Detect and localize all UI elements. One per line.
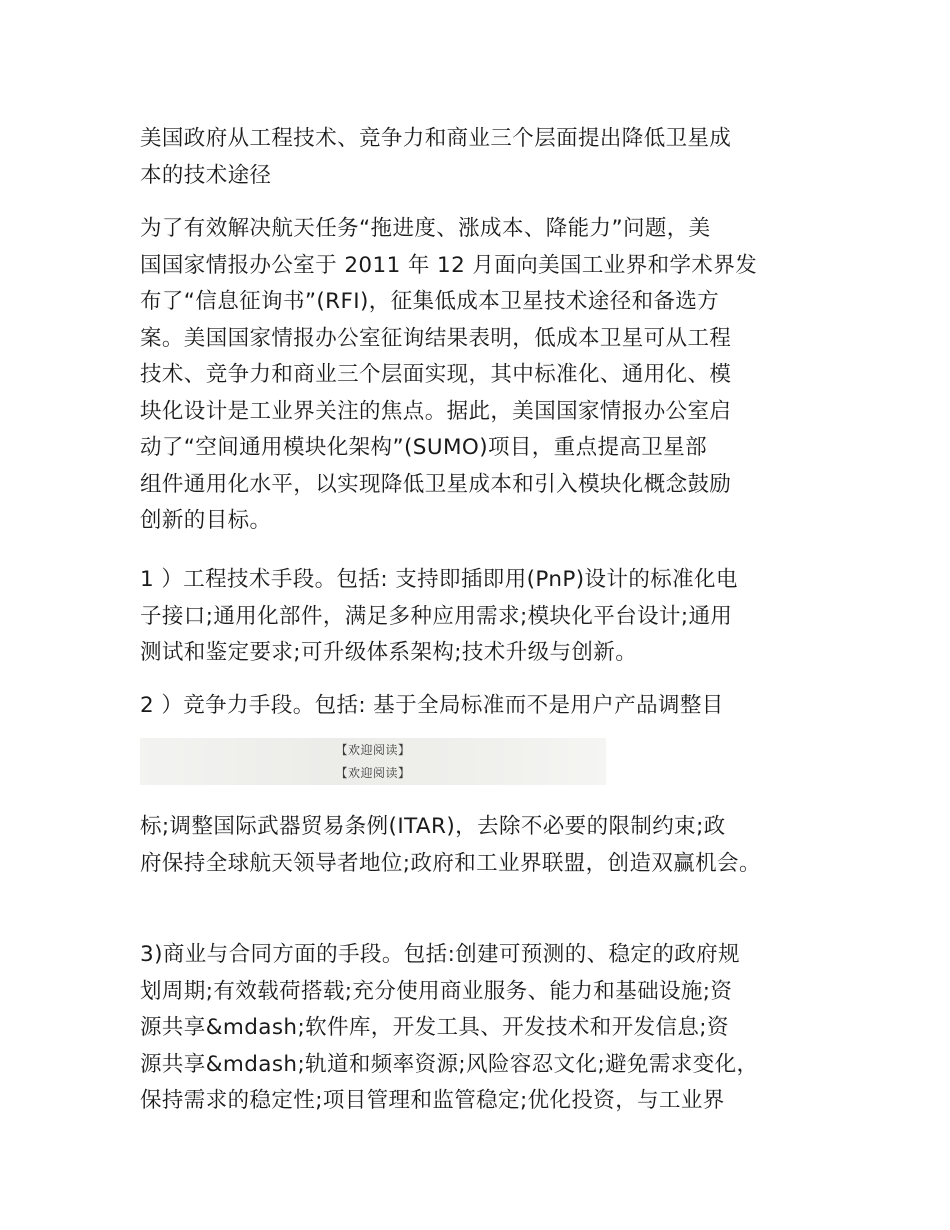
text-line: 府保持全球航天领导者地位;政府和工业界联盟，创造双赢机会。 <box>140 850 761 876</box>
intro-paragraph <box>140 211 840 540</box>
text-line: 案。美国国家情报办公室征询结果表明，低成本卫星可从工程 <box>140 325 732 351</box>
text-line: 3)商业与合同方面的手段。包括:创建可预测的、稳定的政府规 <box>140 942 740 967</box>
text-line: 源共享&mdash;轨道和频率资源;风险容忍文化;避免需求变化， <box>140 1051 759 1077</box>
banner-text: 【欢迎阅读】 <box>335 743 411 757</box>
text-line: 创新的目标。 <box>140 508 272 533</box>
text-line: 标;调整国际武器贸易条例(ITAR)，去除不必要的限制约束;政 <box>140 814 726 839</box>
item-1-paragraph <box>140 562 840 672</box>
text-line: 为了有效解决航天任务“拖进度、涨成本、降能力”问题，美 <box>140 216 711 241</box>
title-line: 美国政府从工程技术、竞争力和商业三个层面提出降低卫星成 <box>140 126 732 151</box>
welcome-banner <box>140 738 606 785</box>
text-line: 子接口;通用化部件，满足多种应用需求;模块化平台设计;通用 <box>140 603 733 629</box>
text-line: 划周期;有效载荷搭载;充分使用商业服务、能力和基础设施;资 <box>140 978 733 1004</box>
text-line: 技术、竞争力和商业三个层面实现，其中标准化、通用化、模 <box>140 362 732 387</box>
text-line: 组件通用化水平，以实现降低卫星成本和引入模块化概念鼓励 <box>140 471 732 497</box>
item-2-paragraph-continued <box>140 809 840 882</box>
text-line: 测试和鉴定要求;可升级体系架构;技术升级与创新。 <box>140 640 638 665</box>
banner-text: 【欢迎阅读】 <box>335 766 411 780</box>
text-line: 动了“空间通用模块化架构”(SUMO)项目，重点提高卫星部 <box>140 435 708 460</box>
text-line: 块化设计是工业界关注的焦点。据此，美国国家情报办公室启 <box>140 398 732 424</box>
section-title <box>140 121 840 194</box>
text-line: 源共享&mdash;软件库，开发工具、开发技术和开发信息;资 <box>140 1015 729 1040</box>
item-3-paragraph <box>140 937 840 1120</box>
text-line: 2 ）竞争力手段。包括: 基于全局标准而不是用户产品调整目 <box>140 693 724 718</box>
text-line: 布了“信息征询书”(RFI)，征集低成本卫星技术途径和备选方 <box>140 289 720 314</box>
item-2-paragraph-start <box>140 688 840 725</box>
text-line: 1 ）工程技术手段。包括: 支持即插即用(PnP)设计的标准化电 <box>140 567 738 592</box>
text-line: 国国家情报办公室于 2011 年 12 月面向美国工业界和学术界发 <box>140 252 758 278</box>
title-line: 本的技术途径 <box>140 162 272 188</box>
text-line: 保持需求的稳定性;项目管理和监管稳定;优化投资，与工业界 <box>140 1088 725 1113</box>
